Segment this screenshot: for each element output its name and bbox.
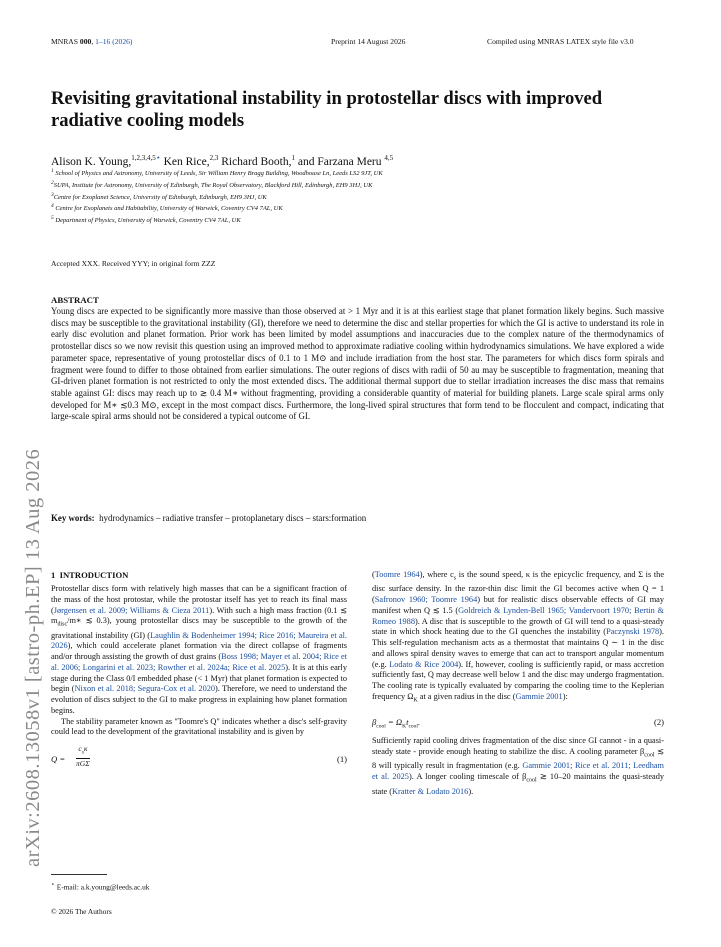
affiliation bbox=[51, 191, 383, 203]
subscript: cool bbox=[408, 724, 418, 731]
affiliation bbox=[51, 179, 383, 191]
text-run: at a given radius in the disc ( bbox=[417, 691, 516, 701]
affiliation-number: 2 bbox=[51, 179, 54, 186]
symbol: c bbox=[78, 744, 82, 754]
equation-body bbox=[372, 717, 420, 732]
text-run: ). A disc that is susceptible to the growth of GI will tend to a quasi-steady state in which shock heating due to the GI quenches the instability ( bbox=[372, 616, 664, 637]
compiled-note: Compiled using MNRAS LATEX style file v3.0 bbox=[487, 37, 634, 46]
affiliation-text: Centre for Exoplanets and Habitability, University of Warwick, Coventry CV4 7AL, UK bbox=[55, 205, 283, 213]
preprint-date: Preprint 14 August 2026 bbox=[331, 37, 406, 46]
subscript: cool bbox=[376, 724, 386, 731]
received-accepted-line: Accepted XXX. Received YYY; in original form ZZZ bbox=[51, 259, 216, 268]
text-run: . bbox=[417, 717, 421, 728]
text-run: ): bbox=[562, 691, 568, 701]
text-run: ) but for realistic discs observable effects of GI may manifest when Q ≲ 1.5 ( bbox=[372, 595, 664, 615]
citation-link[interactable]: Kratter & Lodato 2016 bbox=[392, 786, 469, 796]
subscript: disc bbox=[57, 621, 68, 628]
footnote-mark: ⋆ bbox=[51, 882, 55, 888]
subscript: s bbox=[453, 575, 457, 582]
equation-lhs: Q = bbox=[51, 754, 66, 765]
text-run: ). A longer cooling timescale of β bbox=[408, 772, 527, 782]
section-title: INTRODUCTION bbox=[59, 570, 129, 580]
subscript: cool bbox=[526, 777, 537, 784]
affiliation-number: 1 bbox=[51, 168, 54, 174]
keywords-label: Key words: bbox=[51, 513, 95, 523]
symbol: β bbox=[372, 717, 377, 728]
citation-link[interactable]: Goldreich & Lynden-Bell 1965; Vandervoort 1970; Bertin & Romeo 1988 bbox=[372, 605, 664, 626]
text-run: is the sound speed, κ is the epicyclic frequency, and Σ is the disc surface density. In the razor-thin disc limit the GI becomes active when Q = 1 ( bbox=[372, 570, 665, 605]
author-name: and Farzana Meru bbox=[294, 155, 385, 168]
author-affil-sup: 1 bbox=[291, 154, 295, 162]
author-affil-sup: 1,2,3,4,5 bbox=[131, 154, 156, 162]
corresponding-author-star[interactable]: ⋆ bbox=[155, 153, 161, 162]
fraction-denominator: πGΣ bbox=[76, 758, 90, 768]
equation-1 bbox=[51, 744, 347, 774]
citation-link[interactable]: Boss 1998; Mayer et al. 2004; Rice et al. 2006; Longarini et al. 2023; Rowther et al. 2024a; Rice et al. 2025 bbox=[51, 652, 347, 672]
subscript: K bbox=[402, 724, 407, 731]
intro-right-column bbox=[372, 570, 664, 797]
symbol: κ bbox=[83, 744, 88, 754]
abstract-text: Young discs are expected to be significantly more massive than those observed at > 1 Myr and it is at this earliest stage that planet formation likely begins. Such massive discs may be susceptible to the gravitational instability (GI), therefore we need to determine the disc and stellar properties for which the GI is active to understand its role in early disc evolution and planet formation. Prior work has been limited by model assumptions and inaccuracies due to the complex nature of the thermodynamics of protostellar discs so we now revisit this question using an improved method to approximate radiative cooling within hydrodynamics simulations. We have explored a wide parameter space, representative of young protostellar discs of 0.1 to 1 M⊙ and include irradiation from the host star. The parameters for which discs form spirals and fragment were found to differ to those obtained from earlier simulations. The outer regions of discs with radii of 50 au may be susceptible to fragmentation, meaning that GI-driven planet formation is not restricted to only the most extended discs. The additional thermal support due to stellar irradiation increases the disc mass that remains stable against GI: discs may reach up to ≳ 0.4 M∗ without fragmenting, providing a considerable quantity of material for building planets. Large scale spiral arms only developed for M∗ ≲0.3 M⊙, except in the most compact discs. Furthermore, the long-lived spiral structures that form tend to be flocculent and compact, indicating that large-scale spiral arms should not be considered a typical outcome of GI. bbox=[51, 306, 664, 422]
paragraph: (Toomre 1964), where $c_s$ is the sound speed, κ is the epicyclic frequency, and Σ is the disc surface density. In the razor-thin disc limit the GI becomes active when Q = 1 (Safronov 1960; Toomre 1964) but for realistic discs observable effects of GI may manifest when Q ≲ 1.5 (Goldreich & Lynden-Bell 1965; Vandervoort 1970; Bertin & Romeo 1988). A disc that is susceptible to the growth of GI will tend to a quasi-steady state in which shock heating due to the GI quenches the instability (Paczynski 1978). This self-regulation mechanism acts as a thermostat that maintains Q ∼ 1 in the disc and allows spiral density waves to emerge that can act to transport angular momentum (e.g. Lodato & Rice 2004). If, however, cooling is sufficiently rapid, or mass accretion sufficiently fast, Q may decrease well below 1 and the disc may undergo fragmentation. The cooling rate is typically evaluated by comparing the cooling time to the Keplerian frequency $\Omega_K$ at a given radius in the disc (Gammie 2001): bbox=[372, 570, 665, 704]
affiliation-text: School of Physics and Astronomy, University of Leeds, Sir William Henry Bragg Building, Woodhouse Ln, Leeds LS2 9JT, UK bbox=[55, 170, 383, 178]
arxiv-identifier-stamp: arXiv:2608.13058v1 [astro-ph.EP] 13 Aug 2026 bbox=[22, 448, 44, 867]
affiliation-text: Department of Physics, University of Warwick, Coventry CV4 7AL, UK bbox=[55, 217, 241, 225]
text-run: Sufficiently rapid cooling drives fragmentation of the disc since GI cannot - in a quasi-steady state - provide enough heating to stabilize the disc. A cooling parameter β bbox=[372, 736, 664, 757]
citation-link[interactable]: Safronov 1960; Toomre 1964 bbox=[374, 595, 478, 605]
citation-link[interactable]: Laughlin & Bodenheimer 1994; Rice 2016; Maureira et al. 2026 bbox=[51, 630, 348, 651]
affiliation-list bbox=[51, 167, 383, 226]
footnote-email[interactable]: E-mail: a.k.young@leeds.ac.uk bbox=[54, 882, 150, 892]
affiliation bbox=[51, 167, 383, 179]
text-run: /m∗ ≲ 0.3), young protostellar discs may be susceptible to the growth of the gravitational instability (GI) ( bbox=[51, 616, 347, 640]
author-name: Alison K. Young, bbox=[51, 155, 132, 168]
keywords-text: hydrodynamics – radiative transfer – protoplanetary discs – stars:formation bbox=[99, 513, 367, 523]
running-header-journal: MNRAS 000, 1–16 (2026) bbox=[51, 37, 133, 46]
paper-title: Revisiting gravitational instability in protostellar discs with improved radiative cooling models bbox=[51, 88, 603, 131]
citation-link[interactable]: Gammie 2001 bbox=[515, 691, 563, 701]
symbol: t bbox=[406, 717, 409, 728]
citation-link[interactable]: Gammie 2001; Rice et al. 2011; Leedham et al. 2025 bbox=[372, 761, 664, 782]
journal-name: MNRAS bbox=[51, 37, 79, 46]
text-run: ≲ 8 will typically result in fragmentation (e.g. bbox=[372, 747, 664, 771]
citation-link[interactable]: Paczynski 1978 bbox=[606, 627, 660, 637]
equation-number: (2) bbox=[653, 717, 664, 728]
paragraph: The stability parameter known as "Toomre's Q" indicates whether a disc's self-gravity could lead to the development of the gravitational instability and is given by bbox=[51, 716, 347, 737]
abstract-heading: ABSTRACT bbox=[51, 295, 99, 305]
keywords bbox=[51, 513, 366, 523]
text-run: ). With such a high mass fraction (0.1 ≲ m bbox=[51, 605, 347, 626]
text-run: = Ω bbox=[385, 717, 403, 728]
text-run: ). This self-regulation mechanism acts as a thermostat that maintains Q ∼ 1 in the disc and allows spiral density waves to emerge that can act to transport angular momentum (e.g. bbox=[372, 627, 664, 669]
text-run: ), where c bbox=[419, 570, 454, 579]
paragraph bbox=[51, 584, 347, 717]
author-affil-sup: 4,5 bbox=[384, 154, 394, 162]
footnote bbox=[51, 881, 150, 891]
journal-pages-link[interactable]: 1–16 (2026) bbox=[95, 37, 133, 46]
footnote-rule bbox=[51, 874, 107, 875]
text-run: ). It is at this early stage during the Class 0/I embedded phase (< 1 Myr) that planet formation is expected to begin ( bbox=[51, 662, 347, 694]
equation-fraction bbox=[76, 744, 90, 768]
author-name: Richard Booth, bbox=[218, 155, 292, 168]
subscript: cool bbox=[644, 752, 655, 759]
citation-link[interactable]: Lodato & Rice 2004 bbox=[389, 659, 459, 669]
section-number: 1 bbox=[51, 570, 56, 580]
subscript: K bbox=[413, 697, 418, 704]
journal-volume: 000 bbox=[79, 37, 92, 46]
text-run: ), which could accelerate planet formation via the direct collapse of fragments and/or through assisting the growth of dust grains ( bbox=[51, 641, 347, 662]
author-affil-sup: 2,3 bbox=[209, 154, 219, 162]
affiliation-text: SUPA, Institute for Astronomy, University of Edinburgh, The Royal Observatory, Blackford Hill, Edinburgh, EH9 3HJ, UK bbox=[53, 181, 373, 189]
author-list bbox=[51, 153, 393, 168]
affiliation-number: 5 bbox=[51, 215, 54, 221]
citation-link[interactable]: Jørgensen et al. 2009; Williams & Cieza 2011 bbox=[53, 605, 210, 615]
text-run: ≳ 10–20 maintains the quasi-steady state ( bbox=[372, 772, 664, 796]
intro-left-column bbox=[51, 584, 347, 774]
affiliation-text: Centre for Exoplanet Science, University of Edinburgh, Edinburgh, EH9 3HJ, UK bbox=[53, 193, 267, 201]
text-run: Protostellar discs form with relatively high masses that can be a significant fraction of the mass of the host protostar, while the protostar itself has yet to reach its final mass ( bbox=[51, 584, 347, 615]
affiliation-number: 3 bbox=[51, 191, 54, 198]
section-heading bbox=[51, 570, 128, 580]
affiliation-number: 4 bbox=[51, 203, 54, 210]
text-run: ). Therefore, we need to understand the evolution of discs subject to the GI to make progress in explaining how planet formation begins. bbox=[51, 684, 347, 715]
text-run: ). bbox=[468, 786, 474, 796]
author-name: Ken Rice, bbox=[160, 155, 210, 168]
equation-2 bbox=[372, 714, 664, 736]
affiliation bbox=[51, 202, 383, 214]
citation-link[interactable]: Nixon et al. 2018; Segura-Cox et al. 2020 bbox=[74, 684, 216, 694]
fraction-numerator bbox=[76, 744, 90, 759]
equation-number: (1) bbox=[336, 754, 347, 765]
paragraph bbox=[372, 736, 664, 797]
affiliation bbox=[51, 214, 383, 226]
copyright-notice: © 2026 The Authors bbox=[51, 907, 112, 916]
subscript: s bbox=[81, 749, 84, 756]
text-run: ). If, however, cooling is sufficiently rapid, or mass accretion sufficiently fast, Q may decrease well below 1 and the disc may undergo fragmentation. The cooling rate is typically evaluated by comparing the cooling time to the Keplerian frequency Ω bbox=[372, 659, 664, 701]
citation-link[interactable]: Toomre 1964 bbox=[374, 570, 420, 579]
